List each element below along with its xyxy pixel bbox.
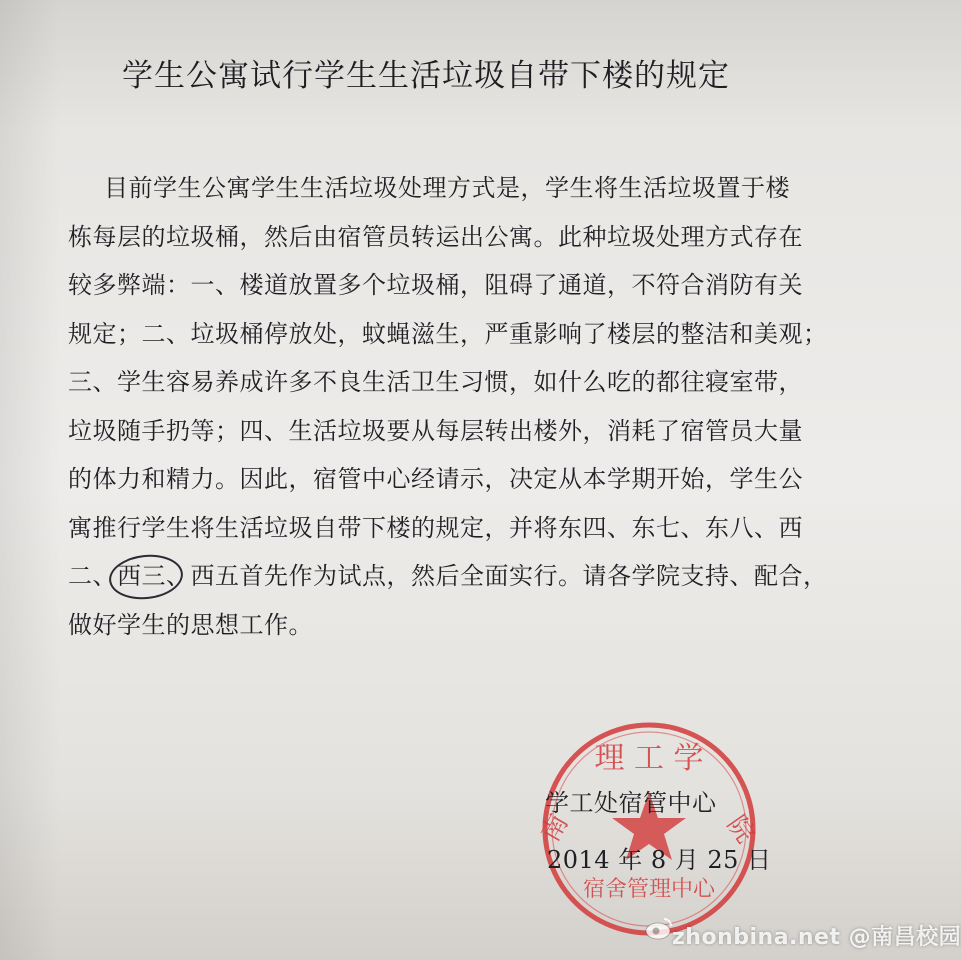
watermark-text: zhonbina.net @南昌校园	[672, 925, 961, 950]
issuer-signature: 学工处宿管中心	[545, 789, 717, 817]
seal-bottom-text: 宿舍管理中心	[582, 877, 716, 902]
body-line: 三、学生容易养成许多不良生活卫生习惯，如什么吃的都往寝室带，	[68, 368, 803, 396]
line-prefix: 二、	[68, 562, 117, 590]
body-line: 规定；二、垃圾桶停放处，蚊蝇滋生，严重影响了楼层的整洁和美观；	[68, 319, 828, 348]
seal-top-text: 理 工 学	[594, 741, 704, 776]
body-line: 的体力和精力。因此，宿管中心经请示，决定从本学期开始，学生公	[68, 465, 803, 493]
page-shadow	[0, 0, 60, 960]
body-line: 寓推行学生将生活垃圾自带下楼的规定，并将东四、东七、东八、西	[68, 513, 803, 542]
issue-date: 2014 年 8 月 25 日	[547, 846, 772, 874]
document-body	[68, 164, 828, 649]
body-line: 目前学生公寓学生生活垃圾处理方式是，学生将生活垃圾置于楼	[104, 174, 790, 202]
body-line-with-circle	[68, 552, 828, 601]
official-seal	[536, 716, 762, 942]
line-suffix: 、西五首先作为试点，然后全面实行。请各学院支持、配合，	[166, 562, 828, 590]
seal-left-text: 南	[535, 809, 575, 847]
seal-right-text: 院	[720, 810, 761, 849]
document-title: 学生公寓试行学生生活垃圾自带下楼的规定	[122, 58, 730, 94]
body-line: 做好学生的思想工作。	[68, 610, 313, 639]
circled-text: 西三	[117, 552, 166, 601]
body-line: 垃圾随手扔等；四、生活垃圾要从每层转出楼外，消耗了宿管员大量	[68, 416, 803, 445]
body-line: 较多弊端：一、楼道放置多个垃圾桶，阻碍了通道，不符合消防有关	[68, 271, 803, 299]
weibo-logo-icon	[644, 914, 674, 944]
body-line: 栋每层的垃圾桶，然后由宿管员转运出公寓。此种垃圾处理方式存在	[68, 222, 803, 251]
